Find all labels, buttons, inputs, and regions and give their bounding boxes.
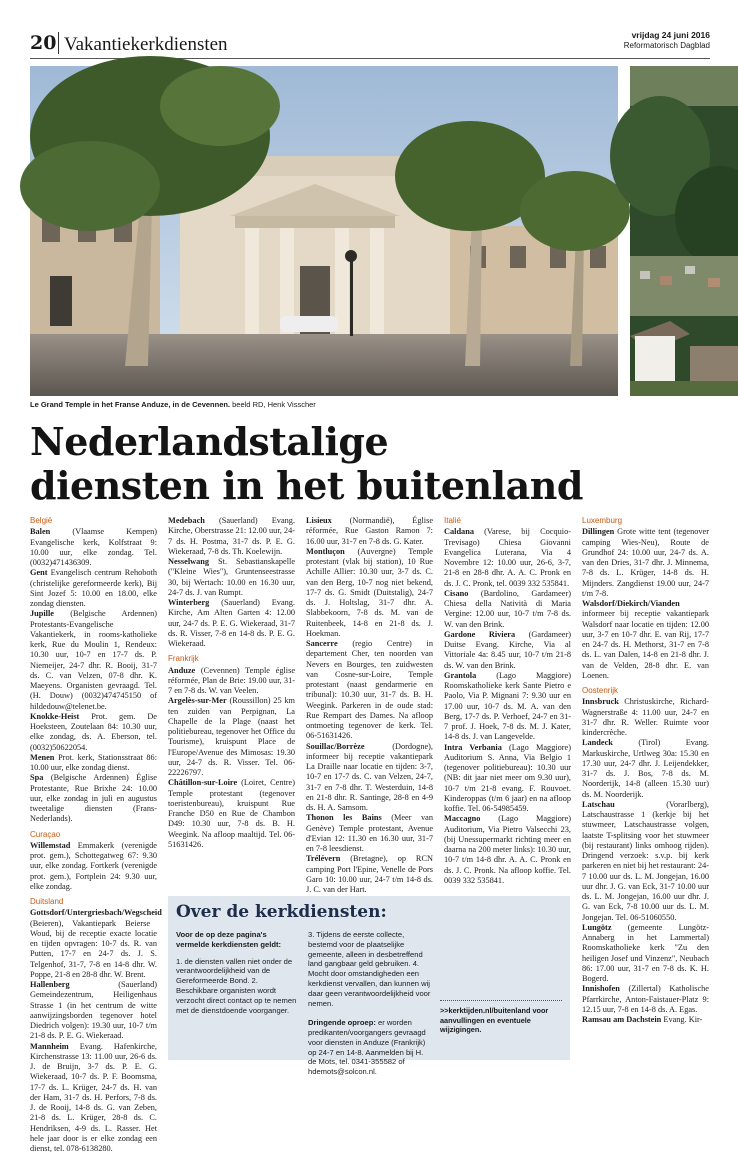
newspaper-name: Reformatorisch Dagblad bbox=[624, 41, 710, 50]
temple-photo bbox=[30, 66, 618, 396]
headline-line-1: Nederlandstalige bbox=[30, 419, 388, 464]
section-title: Vakantiekerkdiensten bbox=[64, 34, 228, 56]
page-header bbox=[30, 26, 710, 56]
listing-entry: Latschau (Vorarlberg), Latschaustrasse 1 (kerkje bij het stuwmeer, Latschaustrasse volgen, laatste T-splitsing voor het stuwmeer (bij restaurant) links omhoog rijden). Dringend verzoek: s.v.p. bij kerk parkeren en niet bij het restaurant: 24-7 10.00 uur ds. L. M. Jongejan, 16.00 uur dhr. J. G. van Eck, 31-7 10.00 uur ds. L. M. Jongejan, 16.00 uur dhr. J. G. van Eck, 7-8 10.00 uur ds. L. M. Jongejan. Tel. 06-51060550. bbox=[582, 800, 709, 923]
info-box-column-2 bbox=[308, 930, 432, 1077]
listing-entry: Landeck (Tirol) Evang. Markuskirche, Urtlweg 30a: 15.30 en 17.30 uur, 24-7 dhr. J. Leijendekker, 31-7 ds. J. Bos, 7-8 ds. M. Noorderijk, 14-8 (alleen 15.30 uur) ds. M. Noorderijk. bbox=[582, 738, 709, 800]
listing-entry: Dillingen Grote witte tent (tegenover camping Wies-Neu), Route de Grundhof 24: 10.00 uur, 24-7 ds. A. van den Dries, 31-7 dhr. J. Minnema, 7-8 ds. L. Krüger, 14-8 ds. H. Mijnders. Zangdienst 19.00 uur, 24-7 t/m 7-8. bbox=[582, 527, 709, 599]
listing-entry: Lisieux (Normandië), Église réformée, Rue Gaston Ramon 7: 16.00 uur, 31-7 en 7-8 ds. G. Kater. bbox=[306, 516, 433, 547]
listing-entry: Balen (Vlaamse Kempen) Evangelische kerk, Kolfstraat 9: 10.00 uur, elke zondag. Tel. (0032)471436309. bbox=[30, 527, 157, 568]
listing-entry: Menen Prot. kerk, Stationsstraat 86: 10.00 uur, elke zondag dienst. bbox=[30, 753, 157, 774]
info-box-intro: Voor de op deze pagina's vermelde kerkdiensten geldt: bbox=[176, 930, 300, 950]
listing-entry: Medebach (Sauerland) Evang. Kirche, Oberstrasse 21: 12.00 uur, 24-7 ds. H. Postma, 31-7 ds. P. E. G. Wiekeraad, 7-8 ds. Th. Koelewijn. bbox=[168, 516, 295, 557]
headline-line-2: diensten in het buitenland bbox=[30, 463, 583, 508]
listing-entry: Grantola (Lago Maggiore) Roomskatholieke kerk Sante Pietro e Paolo, Via P. Mignani 7: 9.30 uur en 17.00 uur, 10-7 ds. M. A. van den Berg, 17-7 ds. P. Verhoef, 24-7 en 31-7 prof. J. Hoek, 7-8 ds. M. J. Kater, 14-8 ds. J. van Langevelde. bbox=[444, 671, 571, 743]
listing-entry: Mannheim Evang. Hafenkirche, Kirchenstrasse 13: 11.00 uur, 26-6 ds. J. de Bruijn, 3-7 ds. P. E. G. Wiekeraad, 10-7 ds. P. F. Boomsma, 17-7 ds. L. Krüger, 24-7 ds. H. van der Ham, 31-7 ds. H. Perfors, 7-8 ds. J. de Rooij, 14-8 ds. G. van Zeben, 21-8 ds. L. Krüger, 28-8 ds. C. Hendriksen, 4-9 ds. L. Rasser. Het hele jaar door is er elke zondag een dienst, tel. 078-6138280. bbox=[30, 1042, 157, 1154]
dotted-divider bbox=[440, 1000, 562, 1001]
info-box-rules-1: 1. de diensten vallen niet onder de verantwoordelijkheid van de Gereformeerde Bond. 2. Beschikbare organisten wordt verzocht direct contact op te nemen met de dienstdoende voorganger. bbox=[176, 957, 296, 1015]
listing-entry: Anduze (Cevennen) Temple église réformée, Plan de Brie: 19.00 uur, 31-7 en 7-8 ds. W. van Veelen. bbox=[168, 666, 295, 697]
info-box-title: Over de kerkdiensten: bbox=[176, 902, 387, 922]
listing-entry: Lungötz (gemeente Lungötz-Annaberg in het Lammertal) Roomskatholieke kerk "Zu den heiligen Josef und Vinzenz", Neubach 86: 17.00 uur, 31-7 en 7-8 ds. K. H. Bogerd. bbox=[582, 923, 709, 985]
listing-entry: Argelès-sur-Mer (Roussillon) 25 km ten zuiden van Perpignan, La Chapelle de la Plage (naast het politiebureau, tegenover het Office du Tourisme), kruispunt Place de l'Europe/Avenue des Mimosas: 19.30 uur, 24-7 ds. R. Visser. Tel. 06-22226797. bbox=[168, 696, 295, 778]
column-5 bbox=[582, 516, 709, 1060]
listing-entry: Gardone Riviera (Gardameer) Duitse Evang. Kirche, Via al Vittoriale 4a: 8.45 uur, 10-7 t/m 21-8 ds. W. van den Brink. bbox=[444, 630, 571, 671]
mountain-village-photo bbox=[630, 66, 738, 396]
country-label-oostenrijk: Oostenrijk bbox=[582, 686, 709, 696]
page-number: 20 bbox=[30, 32, 56, 54]
listing-entry: Montluçon (Auvergne) Temple protestant (vlak bij station), 10 Rue Achille Allier: 10.30 uur, 3-7 ds. C. van den Berg, 10-7 nog niet bekend, 17-7 ds. G. Smidt (Duitstalig), 24-7 ds. J. Holtslag, 31-7 dhr. A. Slabbekoorn, 7-8 ds. M. van de Ruitenbeek, 14-8 en 21-8 ds. J. Hoekman. bbox=[306, 547, 433, 639]
listing-entry: Gent Evangelisch centrum Rehoboth (christelijke gereformeerde kerk), Bij Sint Jozef 5: 10.00 en 18.00, elke zondag diensten. bbox=[30, 568, 157, 609]
listing-entry: Gottsdorf/Untergriesbach/Wegscheid (Beieren), Vakantiepark Beierse Woud, bij de receptie exacte locatie en tijden opvragen: 10-7 ds. R. van Putten, 17-7 en 24-7 ds. J. S. Telgenhof, 31-7, 7-8 en 14-8 dhr. W. Poppe, 21-8 en 28-8 dhr. W. Brent. bbox=[30, 908, 157, 980]
listing-entry: Innishofen (Zillertal) Katholische Pfarrkirche, Anton-Faistauer-Platz 9: 12.15 uur, 7-8 en 14-8 ds. A. Egas. bbox=[582, 984, 709, 1015]
listing-entry: Spa (Belgische Ardennen) Église Protestante, Rue Brixhe 24: 10.00 uur, elke zondag in juli en augustus tweetalige diensten (Frans-Nederlands). bbox=[30, 773, 157, 824]
urgent-call-text: er worden predikanten/voorgangers gevraagd voor diensten in Anduze (Frankrijk) op 24-7 en 14-8. Aanmelden bij H. de Mots, tel. 0341-355582 of hdemots@solcon.nl. bbox=[308, 1018, 426, 1076]
listing-entry: Innsbruck Christuskirche, Richard-Wagnerstraße 4: 11.00 uur, 24-7 en 31-7 dhr. R. Weller. Ruimte voor kindercrèche. bbox=[582, 697, 709, 738]
info-box bbox=[168, 896, 570, 1060]
country-label-luxemburg: Luxemburg bbox=[582, 516, 709, 526]
listing-entry: Souillac/Borrèze (Dordogne), informeer bij receptie vakantiepark La Draille naar locatie en tijden: 3-7, 10-7 en 17-7 ds. C. van Velzen, 24-7, 31-7 en 7-8 dhr. T. Westerduin, 14-8 en 21-8 dhr. R. Santinge, 28-8 en 4-9 ds. H. A. Samsom. bbox=[306, 742, 433, 814]
country-label-frankrijk: Frankrijk bbox=[168, 654, 295, 664]
kerktijden-link[interactable]: >>kerktijden.nl/buitenland voor aanvullingen en eventuele wijzigingen. bbox=[440, 1006, 564, 1035]
listing-entry: Winterberg (Sauerland) Evang. Kirche, Am Alten Garten 4: 12.00 uur, 24-7 ds. P. E. G. Wiekeraad, 31-7 ds. R. Visser, 7-8 en 14-8 ds. P. E. G. Wiekeraad. bbox=[168, 598, 295, 649]
listing-entry: Hallenberg (Sauerland) Gemeindezentrum, Heiligenhaus Strasse 1 (in het centrum de witte aanwijzingsborden tegenover hotel Diedrich volgen): 19.30 uur, 10-7 t/m 21-8 ds. P. E. G. Wiekeraad. bbox=[30, 980, 157, 1042]
listing-entry: Cisano (Bardolino, Gardameer) Chiesa della Natività di Maria Vergine: 12.00 uur, 10-7 t/m 7-8 ds. W. van den Brink. bbox=[444, 589, 571, 630]
photo-caption bbox=[30, 400, 316, 409]
headline bbox=[30, 420, 710, 508]
country-label-curacao: Curaçao bbox=[30, 830, 157, 840]
info-box-rules-2: 3. Tijdens de eerste collecte, bestemd voor de plaatselijke gemeente, alleen in desbetreffend land gangbaar geld gebruiken. 4. Mocht door omstandigheden een kerkdienst vervallen, dan kunnen wij daar geen verantwoordelijkheid voor nemen. bbox=[308, 930, 430, 1008]
listing-entry: Sancerre (regio Centre) in departement Cher, ten noorden van Nevers en Bourges, ten zuidwesten van Cosne-sur-Loire, Temple protestant (naast gendarmerie en tribunal): 10.30 uur, 31-7 ds. B. H. Weegink. Parkeren in de oude stad: Rue Rempart des Dames. Na afloop ontmoeting tegenover de kerk. Tel. 06-51631426. bbox=[306, 639, 433, 742]
listing-entry: Nesselwang St. Sebastianskapelle ("Kleine Wies"), Gruntenseestrasse 30, bij Wertach: 10.00 en 16.30 uur, 24-7 ds. J. van Rumpt. bbox=[168, 557, 295, 598]
header-divider bbox=[58, 32, 59, 54]
caption-text: Le Grand Temple in het Franse Anduze, in de Cevennen. bbox=[30, 400, 230, 409]
country-label-duitsland: Duitsland bbox=[30, 897, 157, 907]
listing-entry: Knokke-Heist Prot. gem. De Hoeksteen, Zoutelaan 84: 10.30 uur, elke zondag, ds. A. Eberson, tel. (0032)50622054. bbox=[30, 712, 157, 753]
listing-entry: Intra Verbania (Lago Maggiore) Auditorium S. Anna, Via Belgio 1 (tegenover politiebureau): 10.30 uur (NB: dit jaar niet meer om 9.30 uur), 10-7 t/m 21-8 evang. F. Rouvoet. Kinderoppas (t/m 6 jaar) en na afloop koffie. Tel. 06-54985459. bbox=[444, 743, 571, 815]
listing-entry: Thonon les Bains (Meer van Genève) Temple protestant, Avenue d'Evian 12: 11.30 en 16.30 uur, 31-7 en 7-8 leesdienst. bbox=[306, 813, 433, 854]
listing-entry: Jupille (Belgische Ardennen) Protestants-Evangelische Vakantiekerk, in rooms-katholieke kerk, Rue du Moulin 1, Rendeux: 10.30 uur, 10-7 en 17-7 ds. P. Niemeijer, 24-7 dhr. R. Booij, 31-7 ds. C. van Velzen, 07-8 dhr. K. Maeyens. Organisten gevraagd. Tel. (H. Douw) (0032)474745150 of hildedouw@telenet.be. bbox=[30, 609, 157, 712]
listing-entry: Maccagno (Lago Maggiore) Auditorium, Via Pietro Valsecchi 23, (bij Unessupermarkt richting meer en daarna na 200 meter links): 10.30 uur, 10-7 t/m 14-8 dhr. A. A. C. Pronk en ds. J. C. Pronk. Na afloop koffie. Tel. 0039 332 535841. bbox=[444, 814, 571, 886]
country-label-belgie: België bbox=[30, 516, 157, 526]
listing-entry: Caldana (Varese, bij Cocquio-Trevisago) Chiesa Giovanni Evangelica Luterana, Via 4 Novembre 12: 10.00 uur, 26-6, 3-7, 21-8 en 28-8 dhr. A. A. C. Pronk en ds. J. C. Pronk, tel. 0039 332 535841. bbox=[444, 527, 571, 589]
issue-date: vrijdag 24 juni 2016 bbox=[632, 30, 710, 40]
listing-entry: Châtillon-sur-Loire (Loiret, Centre) Temple protestant (tegenover toeristenbureau), kruispunt Rue Franche D50 en Rue de Chambon D49: 10.30 uur, 7-8 ds. B. H. Weegink. Na afloop maaltijd. Tel. 06-51631426. bbox=[168, 778, 295, 850]
column-3 bbox=[306, 516, 433, 888]
caption-credit: beeld RD, Henk Visscher bbox=[230, 400, 316, 409]
column-4 bbox=[444, 516, 571, 888]
listing-entry: Ramsau am Dachstein Evang. Kir- bbox=[582, 1015, 709, 1025]
info-box-column-1 bbox=[176, 930, 300, 1015]
listing-entry: Willemstad Emmakerk (verenigde prot. gem.), Schottegatweg 67: 9.30 uur, elke zondag. Fortkerk (verenigde prot. gem.), Fortplein 24: 9.30 uur, elke zondag. bbox=[30, 841, 157, 892]
listing-entry: Trélévern (Bretagne), op RCN camping Port l'Epine, Venelle de Pors Garo 10: 10.00 uur, 24-7 t/m 14-8 ds. J. C. van der Hart. bbox=[306, 854, 433, 895]
column-2 bbox=[168, 516, 295, 888]
listing-entry: Walsdorf/Diekirch/Vianden informeer bij receptie vakantiepark Walsdorf naar locatie en tijden: 12.00 uur, 3-7 en 10-7 dhr. E. van Rij, 17-7 en 24-7 ds. H. Methorst, 31-7 en 7-8 ds. L. van Dalen, 14-8 en 21-8 dhr. J. van de Velden, 28-8 dhr. E. van Loenen. bbox=[582, 599, 709, 681]
country-label-italie: Italië bbox=[444, 516, 571, 526]
urgent-call-label: Dringende oproep: bbox=[308, 1018, 376, 1027]
column-1 bbox=[30, 516, 157, 1060]
